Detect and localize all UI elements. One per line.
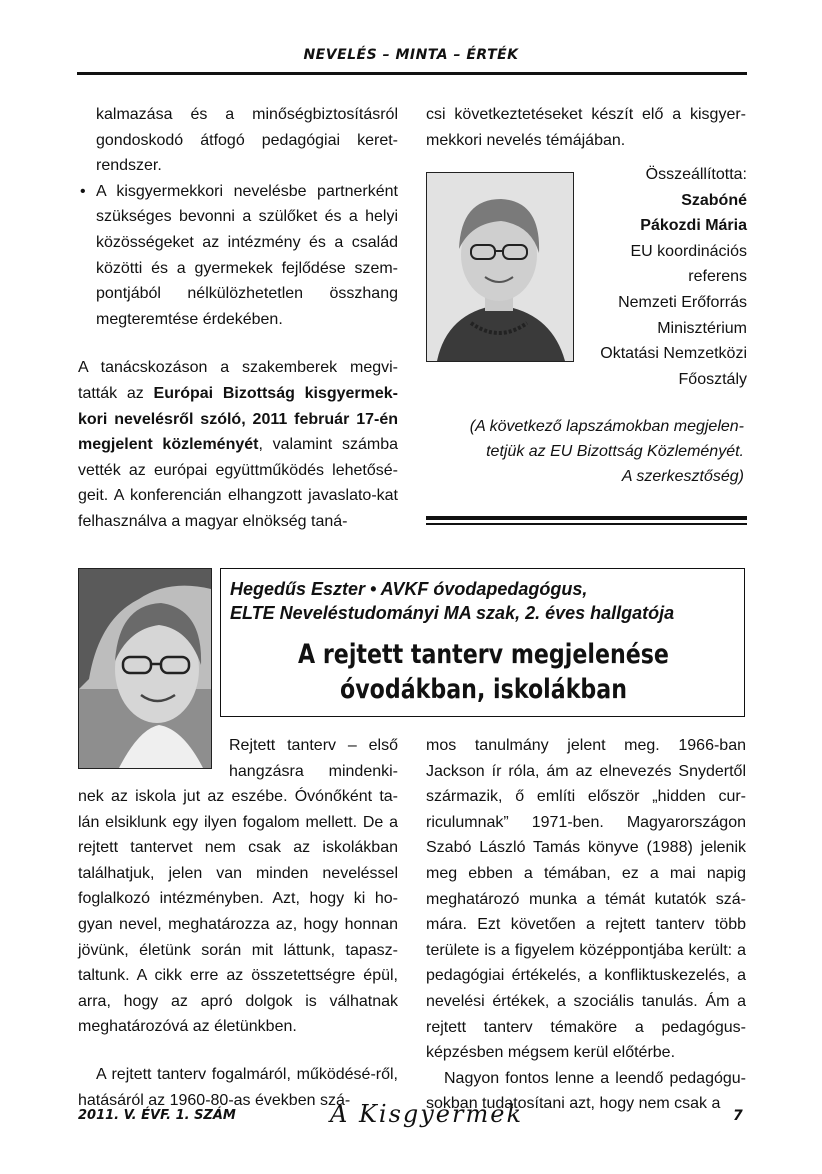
body-left-column (229, 733, 398, 784)
portrait-image (427, 173, 573, 361)
body-left-column-main (78, 784, 398, 1113)
credit-line: referens (688, 268, 747, 286)
author-byline (230, 577, 674, 625)
paragraph (78, 355, 398, 534)
credit-name-line1: Szabóné (681, 191, 747, 209)
running-header: NEVELÉS – MINTA – ÉRTÉK (303, 47, 519, 63)
rule-thick (426, 516, 747, 520)
credit-block (577, 162, 747, 392)
author-photo-1 (426, 172, 574, 362)
body-right-column (426, 733, 746, 1117)
title-line: óvodákban, iskolákban (340, 674, 627, 705)
credit-line: Minisztérium (657, 319, 747, 337)
portrait-image (79, 569, 211, 768)
credit-name-line2: Pákozdi Mária (640, 217, 747, 235)
credit-label: Összeállította: (645, 166, 747, 183)
header-rule (77, 72, 747, 75)
title-line: A rejtett tanterv megjelenése (298, 639, 669, 670)
issue-label: 2011. V. ÉVF. 1. SZÁM (78, 1108, 236, 1123)
credit-line: Főosztály (678, 370, 747, 388)
article-title (221, 637, 746, 707)
rule-thin (426, 523, 747, 525)
bullet-list (78, 179, 398, 333)
credit-line: Nemzeti Erőforrás (618, 293, 747, 311)
intro-line: hangzásra mindenki- (229, 762, 398, 780)
paragraph: A rejtett tanterv fogalmáról, működésé-ről, hatásáról az 1960-80-as években szá- (78, 1065, 398, 1109)
bold-text: Európai Bizottság kisgyermek-kori nevelésről szóló, 2011 február 17-én megjelent közleményét (78, 384, 399, 454)
section-divider (426, 516, 747, 525)
article-header-box (220, 568, 745, 717)
page-number: 7 (733, 1108, 743, 1124)
author-line: Hegedűs Eszter • AVKF óvodapedagógus, (230, 579, 588, 599)
bullet-icon: • (80, 182, 86, 200)
credit-line: Oktatási Nemzetközi (600, 345, 747, 363)
author-photo-2 (78, 568, 212, 769)
text-span: A tanácskozáson a szakemberek megvi-tatták az (78, 359, 398, 402)
bullet-text: A kisgyermekkori nevelésbe partnerként szükséges bevonni a szülőket és a helyi közösségeket az intézmény és a család közötti és a gyermekek fejlődése szem-pontjából nélkülözhetetlen összhang megteremtése érdekében. (96, 182, 398, 328)
top-right-column-text (426, 102, 746, 153)
credit-line: EU koordinációs (630, 242, 747, 260)
list-item (78, 179, 398, 333)
paragraph: Nagyon fontos lenne a leendő pedagógu-sokban tudatosítani azt, hogy nem csak a (426, 1069, 746, 1113)
magazine-name: A Kisgyermek (330, 1100, 523, 1128)
paragraph: mos tanulmány jelent meg. 1966-ban Jackson ír róla, ám az elnevezés Snydertől származik, ő említi először „hidden cur-riculumnak” 1971-ben. Magyarországon Szabó László Tamás könyve (1988) jelenik meg ebben a témában, ez a mai napig meghatározó munka a témát kutatók szá-mára. Ezt követően a rejtett tanterv több területe is a figyelem középpontjába került: a pedagógiai értékelés, a konfliktuskezelés, a nevelési értékek, a szociális tanulás. Ám a rejtett tanterv témaköre a pedagógus-képzésben mégsem kerül előtérbe. (426, 737, 746, 1062)
note-line: tetjük az EU Bizottság Közleményét. (486, 443, 744, 460)
note-line: A szerkesztőség) (621, 468, 744, 485)
intro-line: Rejtett tanterv – első (229, 737, 398, 754)
paragraph: nek az iskola jut az eszébe. Óvónőként ta-lán elsiklunk egy ilyen fogalom mellett. De a rejtett tantervet nem csak az iskolákban találhatjuk, jelen van minden neveléssel foglalkozó intézményben. Azt, hogy ki ho-gyan nevel, meghatározza az, hogy honnan jövünk, életünk során mit láttunk, tapasz-taltunk. A cikk erre az összetettségre épül, arra, hogy az apró dolgok is válhatnak meghatározóvá az életünkben. (78, 788, 398, 1036)
continued-bullet-text: kalmazása és a minőségbiztosításról gondoskodó átfogó pedagógiai keret-rendszer. (96, 106, 398, 175)
paragraph: csi következtetéseket készít elő a kisgyer-mekkori nevelés témájában. (426, 106, 746, 149)
editor-note (426, 414, 744, 489)
author-line: ELTE Neveléstudományi MA szak, 2. éves hallgatója (230, 603, 675, 623)
text-span: , valamint számba vették az európai együttműködés lehetősé-geit. A konferencián elhangzott javaslato-kat felhasználva a magyar elnökség taná- (78, 436, 398, 530)
top-left-column (78, 102, 398, 535)
note-line: (A következő lapszámokban megjelen- (469, 418, 744, 435)
